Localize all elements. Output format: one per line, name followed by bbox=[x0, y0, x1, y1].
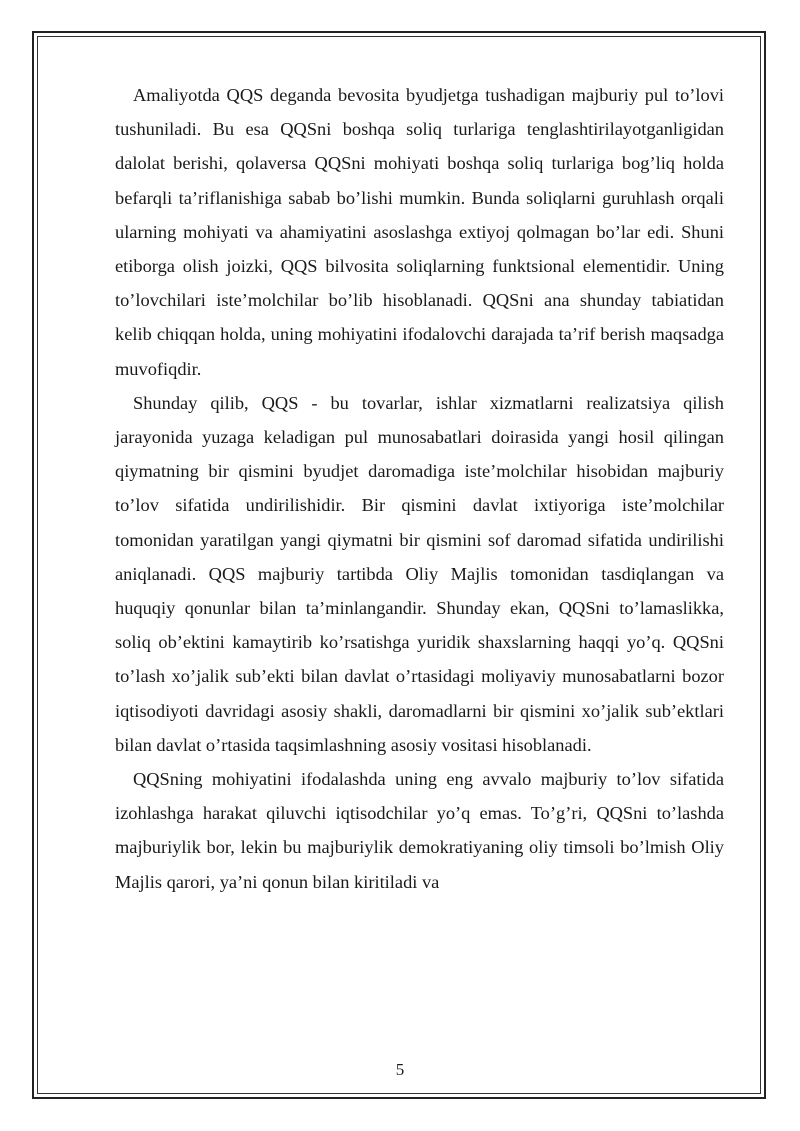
page-number: 5 bbox=[395, 1060, 405, 1079]
paragraph-3: QQSning mohiyatini ifodalashda uning eng avvalo majburiy to’lov sifatida izohlashga harakat qiluvchi iqtisodchilar yo’q emas. To’g’ri, QQSni to’lashda majburiylik bor, lekin bu majburiylik demokratiyaning oliy timsoli bo’lmish Oliy Majlis qarori, ya’ni qonun bilan kiritiladi va bbox=[115, 769, 724, 892]
body-text bbox=[115, 78, 724, 899]
paragraph-2: Shunday qilib, QQS - bu tovarlar, ishlar xizmatlarni realizatsiya qilish jarayonida yuzaga keladigan pul munosabatlari doirasida yangi hosil qilingan qiymatning bir qismini byudjet daromadiga iste’molchilar hisobidan majburiy to’lov sifatida undirilishidir. Bir qismini davlat ixtiyoriga iste’molchilar tomonidan yaratilgan yangi qiymatni bir qismini sof daromad sifatida undirilishi aniqlanadi. QQS majburiy tartibda Oliy Majlis tomonidan tasdiqlangan va huquqiy qonunlar bilan ta’minlangandir. Shunday ekan, QQSni to’lamaslikka, soliq ob’ektini kamaytirib ko’rsatishga yuridik shaxslarning haqqi yo’q. QQSni to’lash xo’jalik sub’ekti bilan davlat o’rtasidagi moliyaviy munosabatlarni bozor iqtisodiyoti davridagi asosiy shakli, daromadlarni bir qismini xo’jalik sub’ektlari bilan davlat o’rtasida taqsimlashning asosiy vositasi hisoblanadi. bbox=[115, 392, 724, 755]
paragraph-1: Amaliyotda QQS deganda bevosita byudjetga tushadigan majburiy pul to’lovi tushuniladi. Bu esa QQSni boshqa soliq turlariga tenglashtirilayotganligidan dalolat berishi, qolaversa QQSni mohiyati boshqa soliq turlariga bog’liq holda befarqli ta’riflanishiga sabab bo’lishi mumkin. Bunda soliqlarni guruhlash orqali ularning mohiyati va ahamiyatini asoslashga extiyoj qolmagan bo’lar edi. Shuni etiborga olish joizki, QQS bilvosita soliqlarning funktsional elementidir. Uning to’lovchilari iste’molchilar bo’lib hisoblanadi. QQSni ana shunday tabiatidan kelib chiqqan holda, uning mohiyatini ifodalovchi darajada ta’rif berish maqsadga muvofiqdir. bbox=[115, 85, 724, 379]
